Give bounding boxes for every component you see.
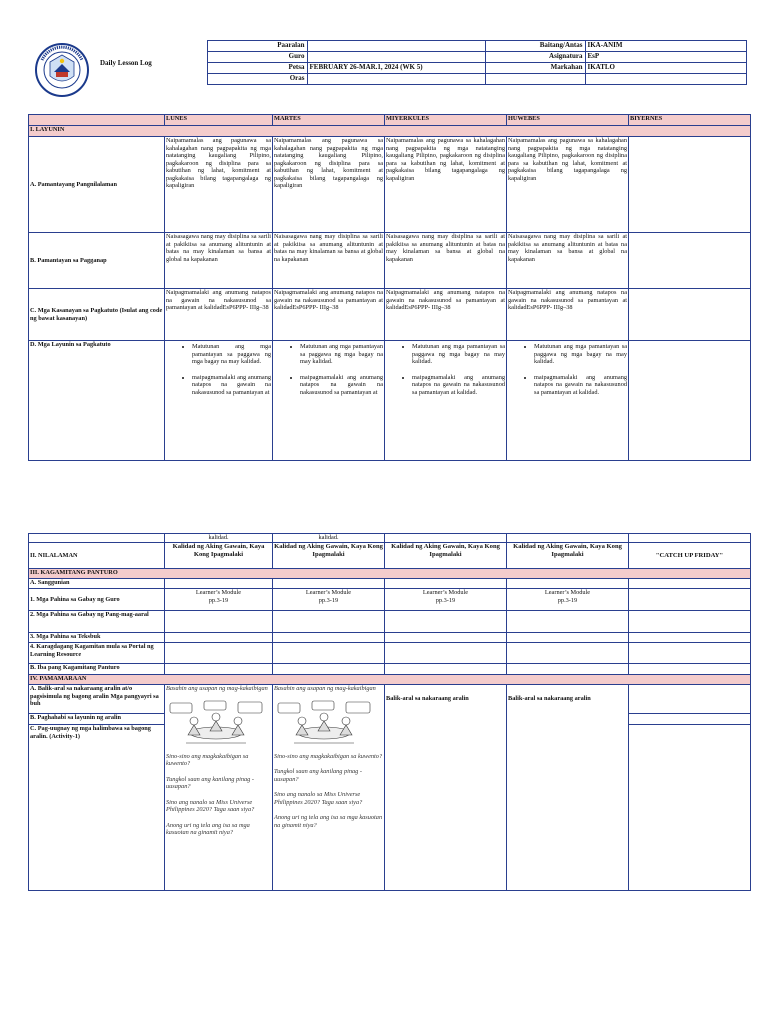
teacher-value bbox=[307, 52, 485, 63]
lesson-table-part1 bbox=[28, 114, 751, 461]
row-label-pag-uugnay: C. Pag-uugnay ng mga halimbawa sa bagong aralin. (Activity-1) bbox=[29, 725, 165, 891]
objective-item: • Matutunan ang mga pamantayan sa paggawa ng mga bagay na may kalidad. bbox=[192, 343, 271, 366]
cell-c-huwebes: Naipagmamalaki ang anumang natapos na gawain na nakasusunod sa pamantayan at kalidadEsP6PPP- IIIg–38 bbox=[507, 289, 629, 341]
time-value bbox=[307, 74, 485, 85]
lm-martes bbox=[273, 589, 385, 611]
row-label-karagdagang-kagamitan: 4. Karagdagang Kagamitan mula sa Portal ng Learning Resource bbox=[29, 643, 165, 664]
lm-pages: pp.3-19 bbox=[208, 596, 229, 604]
lesson-table-part2 bbox=[28, 533, 751, 891]
friends-conversation-illustration bbox=[274, 699, 374, 747]
row-label-iba-pang-kagamitan: B. Iba pang Kagamitang Panturo bbox=[29, 664, 165, 675]
section-kagamitang-panturo: III. KAGAMITANG PANTURO bbox=[29, 569, 751, 579]
row-label-pamantayang-pangnilalaman: A. Pamantayang Pangnilalaman bbox=[29, 137, 165, 233]
day-header-martes: MARTES bbox=[273, 115, 385, 126]
row-label-layunin-sa-pagkatuto: D. Mga Layunin sa Pagkatuto bbox=[29, 341, 165, 461]
teacher-label: Guro bbox=[207, 52, 307, 63]
cell-d-miyerkules bbox=[385, 341, 507, 461]
lm-lunes bbox=[165, 589, 273, 611]
cell-c-miyerkules: Naipagmamalaki ang anumang natapos na gawain na nakasusunod sa pamantayan at kalidadEsP6PPP- IIIg–38 bbox=[385, 289, 507, 341]
grade-label: Baitang/Antas bbox=[485, 41, 585, 52]
school-value bbox=[307, 41, 485, 52]
objective-item: • Matutunan ang mga pamantayan sa paggawa ng mga bagay na may kalidad. bbox=[300, 343, 383, 366]
objective-item: • maipagmamalaki ang anumang natapos na gawain na nakasusunod sa pamantayan at bbox=[192, 374, 271, 397]
cell-d-lunes bbox=[165, 341, 273, 461]
question-3: Sino ang nanalo sa Miss Universe Philippines 2020? Taga saan siya? bbox=[274, 791, 363, 806]
school-label: Paaralan bbox=[207, 41, 307, 52]
row-label-teksbuk: 3. Mga Pahina sa Teksbuk bbox=[29, 633, 165, 643]
row-label-kasanayan: C. Mga Kasanayan sa Pagkatuto (Isulat ang code ng bawat kasanayan) bbox=[29, 289, 165, 341]
cell-a-lunes: Naipamamalas ang pagunawa sa kahalagahan nang pagpapakita ng mga natatanging kaugaliang Pilipino, pagkakaroon ng disiplina para sa kabutihan ng lahat, komitment at pagkakaisa bilang tagapangalaga ng kapaligiran bbox=[165, 137, 273, 233]
cell-d-huwebes bbox=[507, 341, 629, 461]
cell-a-miyerkules: Naipamamalas ang pagunawa sa kahalagahan nang pagpapakita ng mga natatanging kaugaliang Pilipino, pagkakaroon ng disiplina para sa kabutihan ng lahat, komitment at pagkakaisa bilang tagapangalaga ng kapaligiran bbox=[385, 137, 507, 233]
objective-item: • maipagmamalaki ang anumang natapos na gawain na nakasusunod sa pamantayan at bbox=[300, 374, 383, 397]
day-header-huwebes: HUWEBES bbox=[507, 115, 629, 126]
objective-item: • maipagmamalaki ang anumang natapos na gawain na nakasusunod sa pamantayan at kalidad. bbox=[534, 374, 627, 397]
question-1: Sino-sino ang magkakaibigan sa kuwento? bbox=[166, 752, 249, 768]
cell-c-martes: Naipagmamalaki ang anumang natapos na gawain na nakasusunod sa pamantayan at kalidadEsP6PPP- IIIg–38 bbox=[273, 289, 385, 341]
content-martes: Kalidad ng Aking Gawain, Kaya Kong Ipagmalaki bbox=[273, 543, 385, 569]
subject-label: Asignatura bbox=[485, 52, 585, 63]
question-2: Tungkol saan ang kanilang pinag -uusapan? bbox=[274, 768, 362, 783]
question-4: Anong uri ng tela ang isa sa mga kasuotan na ginamit niya? bbox=[274, 814, 383, 829]
cell-a-martes: Naipamamalas ang pagunawa sa kahalagahan nang pagpapakita ng mga natatanging kaugaliang Pilipino, pagkakaroon ng disiplina para sa kabutihan ng lahat, komitment at pagkakaisa bilang tagapangalaga ng kapaligiran bbox=[273, 137, 385, 233]
subject-value: EsP bbox=[585, 52, 746, 63]
lm-label: Learner’s Module bbox=[422, 589, 469, 596]
content-miyerkules: Kalidad ng Aking Gawain, Kaya Kong Ipagmalaki bbox=[385, 543, 507, 569]
quarter-label: Markahan bbox=[485, 63, 585, 74]
section-pamamaraan: IV. PAMAMARAAN bbox=[29, 675, 751, 685]
lm-miyerkules bbox=[385, 589, 507, 611]
objective-item: • Matutunan ang mga pamantayan sa paggawa ng mga bagay na may kalidad. bbox=[412, 343, 505, 366]
lm-pages: pp.3-19 bbox=[318, 596, 339, 604]
content-huwebes: Kalidad ng Aking Gawain, Kaya Kong Ipagmalaki bbox=[507, 543, 629, 569]
day-header-miyerkules: MIYERKULES bbox=[385, 115, 507, 126]
activity-cell-lunes bbox=[165, 685, 273, 891]
section-layunin: I. LAYUNIN bbox=[29, 126, 751, 137]
cell-d-lunes-cont: kalidad. bbox=[165, 534, 273, 543]
date-value: FEBRUARY 26-MAR.1, 2024 (WK 5) bbox=[307, 63, 485, 74]
row-label-pamantayan-sa-pagganap: B. Pamantayan sa Pagganap bbox=[29, 233, 165, 289]
objective-item: • Matutunan ang mga pamantayan sa paggawa ng mga bagay na may kalidad. bbox=[534, 343, 627, 366]
row-label-sanggunian: A. Sanggunian bbox=[29, 579, 165, 589]
catch-up-friday: "CATCH UP FRIDAY" bbox=[629, 543, 751, 569]
row-label-gabay-guro: 1. Mga Pahina sa Gabay ng Guro bbox=[29, 589, 165, 611]
quarter-value: IKATLO bbox=[585, 63, 746, 74]
cell-a-huwebes: Naipamamalas ang pagunawa sa kahalagahan nang pagpapakita ng mga natatanging kaugaliang Pilipino, pagkakaroon ng disiplina para sa kabutihan ng lahat, komitment at pagkakaisa bilang tagapangalaga ng kapaligiran bbox=[507, 137, 629, 233]
day-header-lunes: LUNES bbox=[165, 115, 273, 126]
cell-d-martes-cont: kalidad. bbox=[273, 534, 385, 543]
cell-b-huwebes: Naisasagawa nang may disiplina sa sarili at pakikiisa sa anumang alituntunin at batas na may kinalaman sa bansa at global na kapakanan bbox=[507, 233, 629, 289]
cell-b-miyerkules: Naisasagawa nang may disiplina sa sarili at pakikiisa sa anumang alituntunin at batas na may kinalaman sa bansa at global na kapakanan bbox=[385, 233, 507, 289]
row-label-paghahabi: B. Paghahabi sa layunin ng aralin bbox=[29, 714, 165, 725]
lm-label: Learner’s Module bbox=[195, 589, 242, 596]
friends-conversation-illustration bbox=[166, 699, 266, 747]
row-label-balik-aral: A. Balik-aral sa nakaraang aralin at/o pagsisimula ng bagong aralin Mga pangyayri sa buh bbox=[29, 685, 165, 714]
day-header-biyernes: BIYERNES bbox=[629, 115, 751, 126]
lm-label: Learner’s Module bbox=[544, 589, 591, 596]
cell-b-martes: Naisasagawa nang may disiplina sa sarili at pakikiisa sa anumang alituntunin at batas na may kinalaman sa bansa at global na kapakanan bbox=[273, 233, 385, 289]
cell-c-lunes: Naipagmamalaki ang anumang natapos na gawain na nakasusunod sa pamantayan at kalidadEsP6PPP- IIIg–38 bbox=[165, 289, 273, 341]
activity-instruction: Basahin ang usapan ng mag-kakaibigan bbox=[166, 685, 268, 692]
document-title: Daily Lesson Log bbox=[100, 59, 152, 67]
activity-cell-martes bbox=[273, 685, 385, 891]
balik-aral-huwebes: Balik-aral sa nakaraang aralin bbox=[507, 685, 629, 891]
grade-value: IKA-ANIM bbox=[585, 41, 746, 52]
lm-huwebes bbox=[507, 589, 629, 611]
question-4: Anong uri ng tela ang isa sa mga kasuotan na ginamit niya? bbox=[166, 821, 250, 837]
section-nilalaman: II. NILALAMAN bbox=[29, 543, 165, 569]
lm-pages: pp.3-19 bbox=[557, 596, 578, 604]
lm-label: Learner’s Module bbox=[305, 589, 352, 596]
balik-aral-miyerkules: Balik-aral sa nakaraang aralin bbox=[385, 685, 507, 891]
time-label: Oras bbox=[207, 74, 307, 85]
question-3: Sino ang nanalo sa Miss Universe Philippines 2020? Taga saan siya? bbox=[166, 798, 255, 814]
cell-d-martes bbox=[273, 341, 385, 461]
header-info-table bbox=[28, 40, 747, 85]
objective-item: • maipagmamalaki ang anumang natapos na gawain na nakasusunod sa pamantayan at kalidad. bbox=[412, 374, 505, 397]
date-label: Petsa bbox=[207, 63, 307, 74]
question-2: Tungkol saan ang kanilang pinag -uusapan? bbox=[166, 775, 254, 791]
cell-b-lunes: Naisasagawa nang may disiplina sa sarili at pakikiisa sa anumang alituntunin at batas na may kinalaman sa bansa at global na kapakanan bbox=[165, 233, 273, 289]
activity-instruction: Basahin ang usapan ng mag-kakaibigan bbox=[274, 685, 376, 692]
row-label-gabay-mag-aaral: 2. Mga Pahina sa Gabay ng Pang-mag-aaral bbox=[29, 611, 165, 633]
content-lunes: Kalidad ng Aking Gawain, Kaya Kong Ipagmalaki bbox=[165, 543, 273, 569]
lm-pages: pp.3-19 bbox=[435, 596, 456, 604]
question-1: Sino-sino ang magkakaibigan sa kuwento? bbox=[274, 752, 383, 760]
